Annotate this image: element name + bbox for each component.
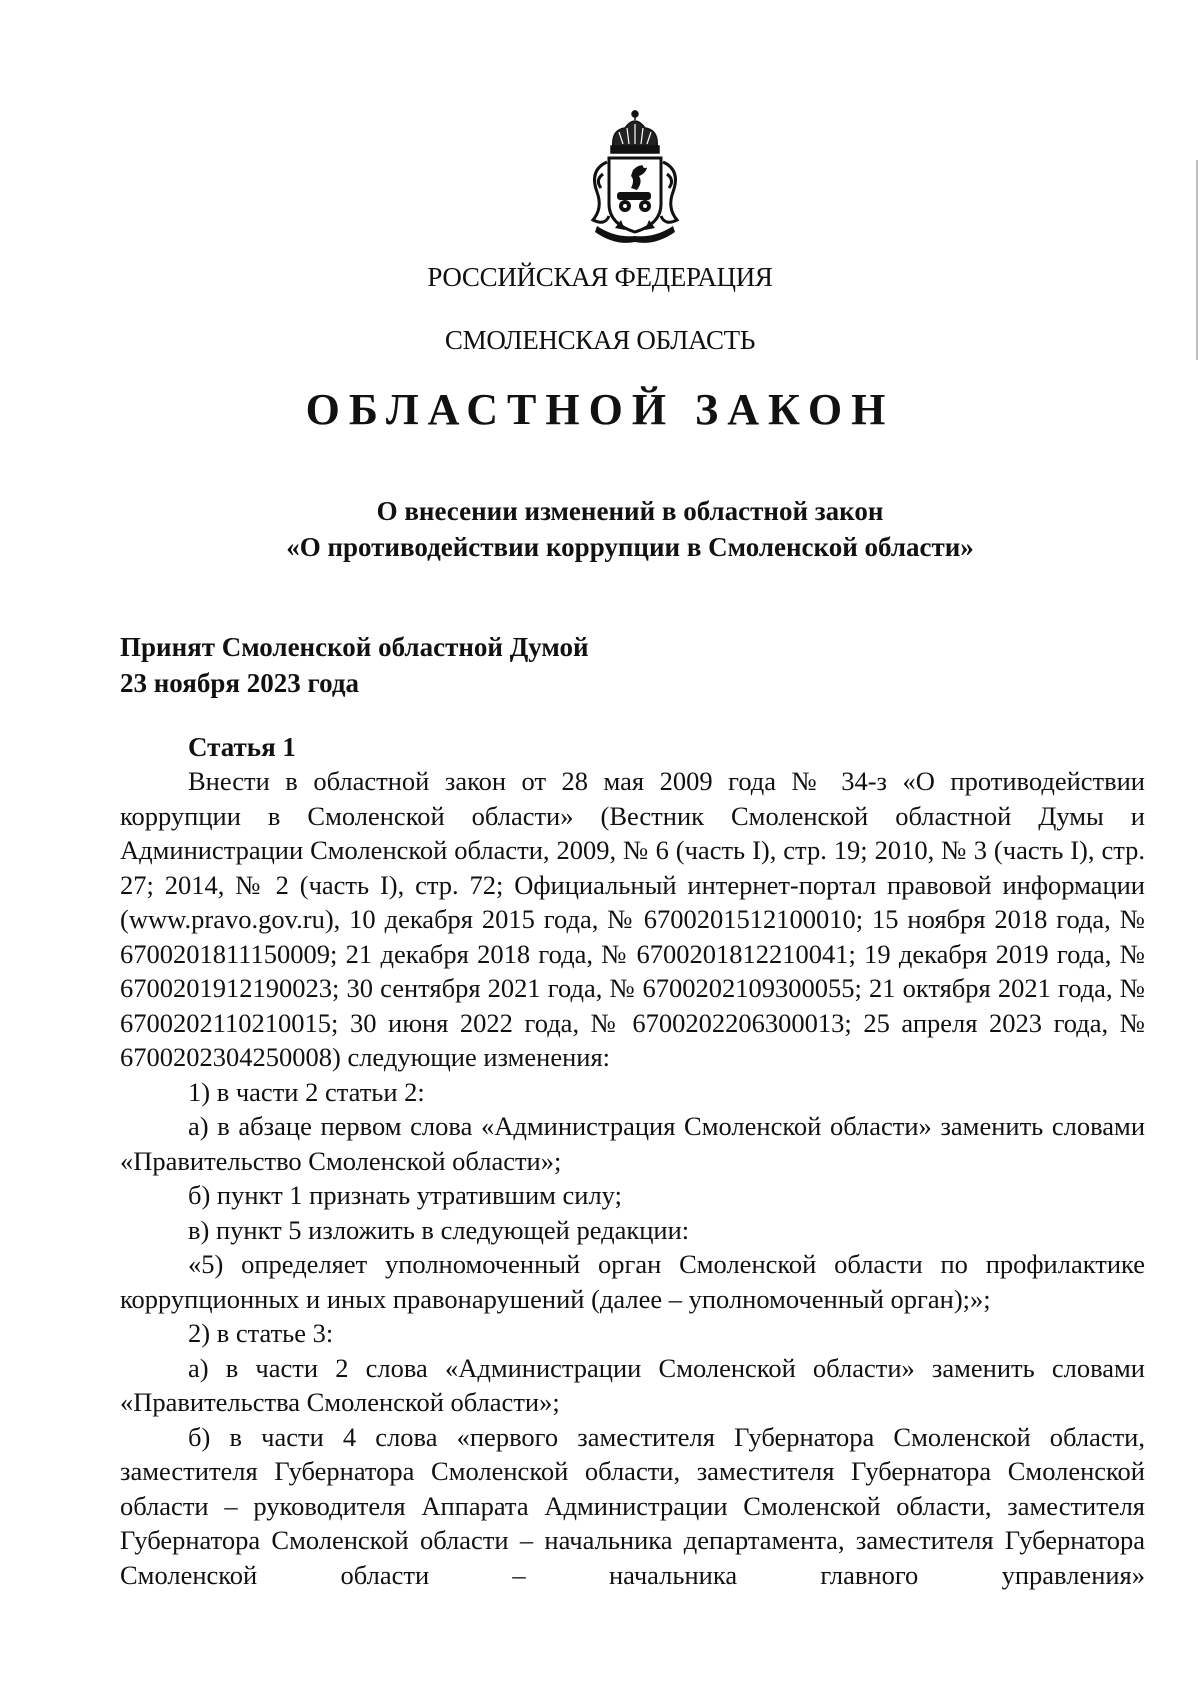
country-heading: РОССИЙСКАЯ ФЕДЕРАЦИЯ <box>427 262 773 292</box>
article-paragraph: Внести в областной закон от 28 мая 2009 года № 34-з «О противодействии коррупции в Смоленской области» (Вестник Смоленской областной Думы и Администрации Смоленской области, 2009, № 6 (часть I), стр. 19; 2010, № 3 (часть I), стр. 27; 2014, № 2 (часть I), стр. 72; Официальный интернет-портал правовой информации (www.pravo.gov.ru), 10 декабря 2015 года, № 6700201512100010; 15 ноября 2018 года, № 6700201811150009; 21 декабря 2018 года, № 6700201812210041; 19 декабря 2019 года, № 6700201912190023; 30 сентября 2021 года, № 6700202109300055; 21 октября 2021 года, № 6700202110210015; 30 июня 2022 года, № 6700202206300013; 25 апреля 2023 года, № 6700202304250008) следующие изменения: <box>120 766 1145 1072</box>
article-paragraph: а) в абзаце первом слова «Администрация Смоленской области» заменить словами «Правительство Смоленской области»; <box>120 1111 1145 1176</box>
law-title-line-2: «О противодействии коррупции в Смоленской области» <box>286 532 974 562</box>
article-title: Статья 1 <box>188 732 296 762</box>
coat-of-arms-icon <box>575 108 695 246</box>
article-paragraph: б) в части 4 слова «первого заместителя Губернатора Смоленской области, заместителя Губернатора Смоленской области, заместителя Губернатора Смоленской области – руководителя Аппарата Администрации Смоленской области, заместителя Губернатора Смоленской области – начальника департамента, заместителя Губернатора Смоленской области – начальника главного управления» <box>120 1421 1145 1590</box>
article-paragraph: б) пункт 1 признать утратившим силу; <box>188 1180 622 1210</box>
article-paragraph: 1) в части 2 статьи 2: <box>188 1076 425 1107</box>
article-paragraph: в) пункт 5 изложить в следующей редакции: <box>188 1214 690 1245</box>
article-body <box>120 764 1145 1592</box>
region-heading: СМОЛЕНСКАЯ ОБЛАСТЬ <box>444 325 756 355</box>
law-title-line-1: О внесении изменений в областной закон <box>376 496 884 526</box>
article-paragraph: 2) в статье 3: <box>188 1318 334 1348</box>
document-type-heading: ОБЛАСТНОЙ ЗАКОН <box>305 385 895 434</box>
adopted-by: Принят Смоленской областной Думой <box>120 632 589 662</box>
article-paragraph: а) в части 2 слова «Администрации Смоленской области» заменить словами «Правительства Смоленской области»; <box>120 1352 1145 1417</box>
adoption-date: 23 ноября 2023 года <box>120 668 359 698</box>
article-paragraph: «5) определяет уполномоченный орган Смоленской области по профилактике коррупционных и иных правонарушений (далее – уполномоченный орган);»; <box>120 1249 1145 1314</box>
scan-edge-divider <box>1196 160 1198 360</box>
